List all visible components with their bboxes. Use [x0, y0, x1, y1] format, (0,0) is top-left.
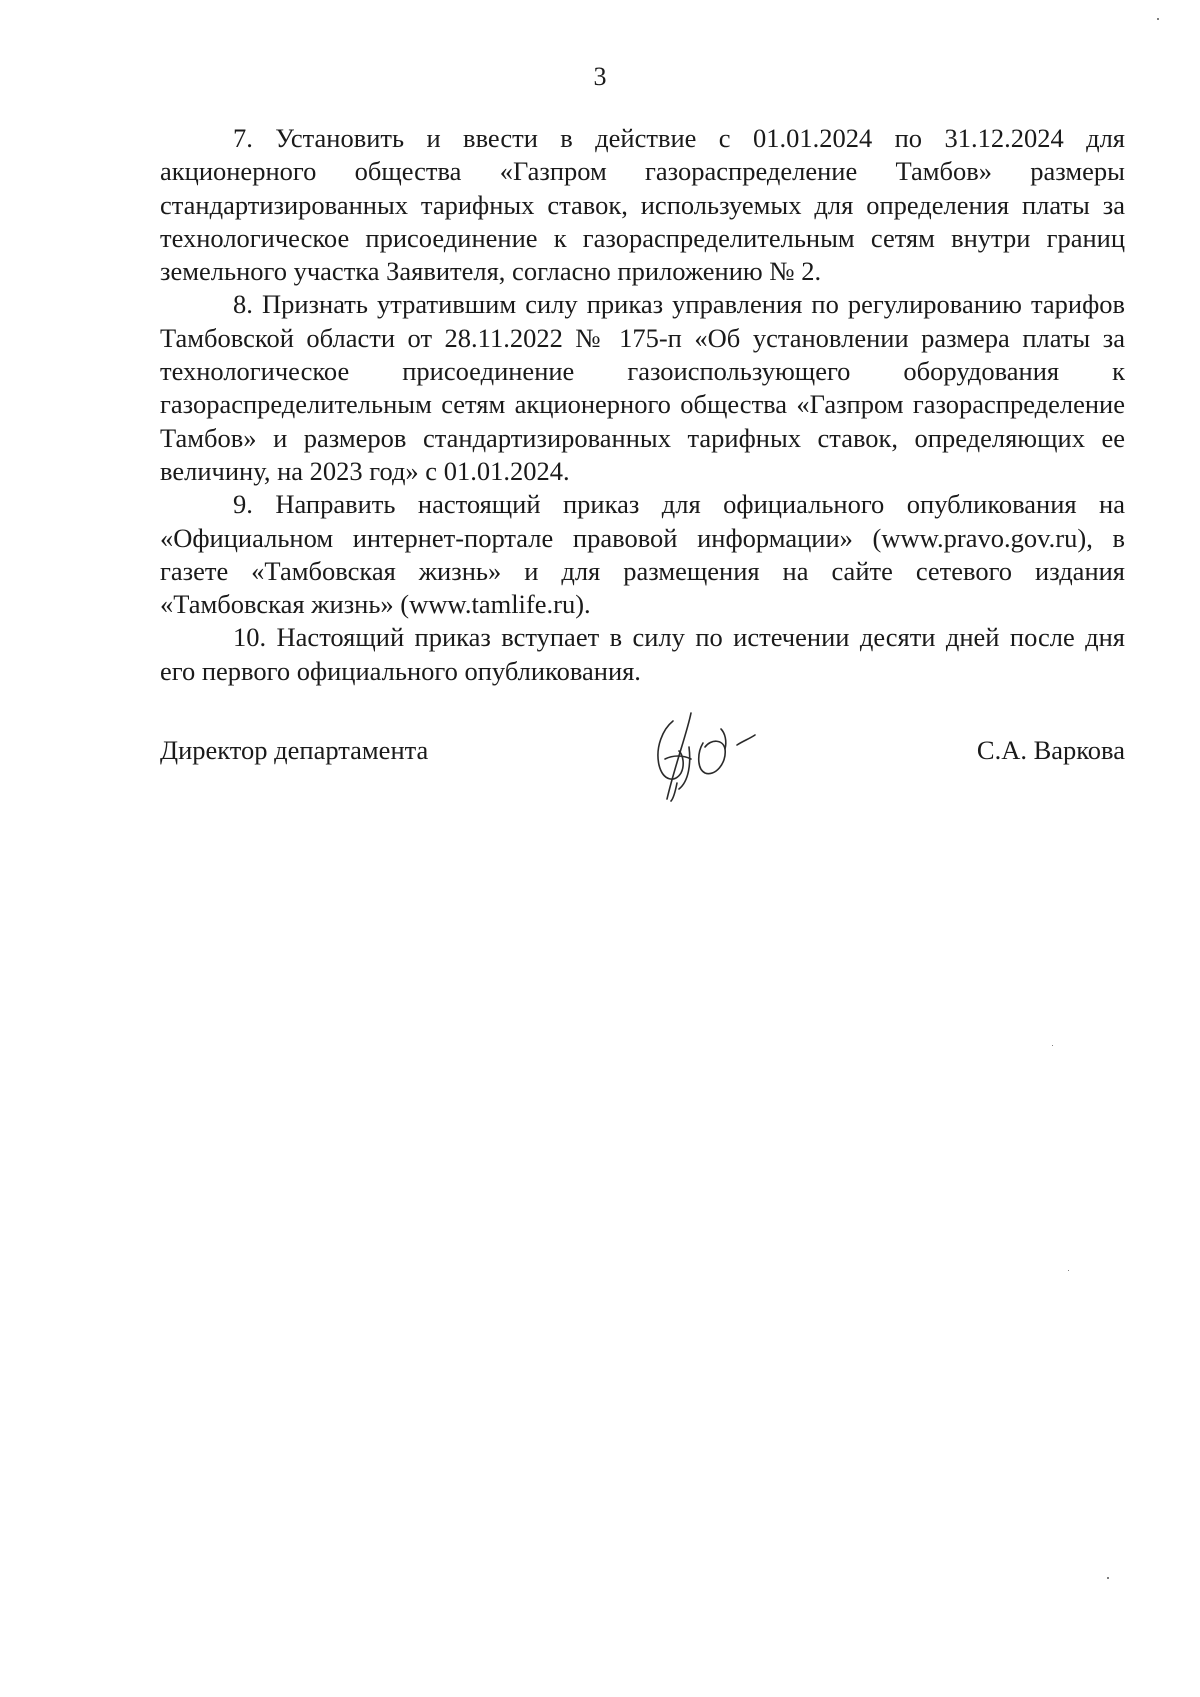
handwritten-signature	[645, 703, 795, 803]
scan-speck	[1052, 1045, 1053, 1046]
paragraph-10: 10. Настоящий приказ вступает в силу по истечении десяти дней после дня его первого официального опубликования.	[160, 622, 1125, 686]
signatory-position: Директор департамента	[160, 735, 429, 765]
document-body	[160, 122, 1125, 688]
scan-speck	[1157, 18, 1159, 20]
page-number: 3	[593, 62, 607, 91]
signatory-name: С.А. Варкова	[976, 735, 1125, 765]
paragraph-8: 8. Признать утратившим силу приказ управления по регулированию тарифов Тамбовской области от 28.11.2022 № 175-п «Об установлении размера платы за технологическое присоединение газоиспользующего оборудования к газораспределительным сетям акционерного общества «Газпром газораспределение Тамбов» и размеров стандартизированных тарифных ставок, определяющих ее величину, на 2023 год» с 01.01.2024.	[160, 289, 1125, 486]
paragraph-9: 9. Направить настоящий приказ для официального опубликования на «Официальном интернет-портале правовой информации» (www.pravo.gov.ru), в газете «Тамбовская жизнь» и для размещения на сайте сетевого издания «Тамбовская жизнь» (www.tamlife.ru).	[160, 489, 1125, 620]
scan-speck	[1107, 1577, 1109, 1579]
scan-speck	[1068, 1270, 1069, 1271]
paragraph-7: 7. Установить и ввести в действие с 01.01.2024 по 31.12.2024 для акционерного общества «Газпром газораспределение Тамбов» размеры стандартизированных тарифных ставок, используемых для определения платы за технологическое присоединение к газораспределительным сетям внутри границ земельного участка Заявителя, согласно приложению № 2.	[160, 123, 1125, 287]
signature-block	[160, 734, 1125, 774]
